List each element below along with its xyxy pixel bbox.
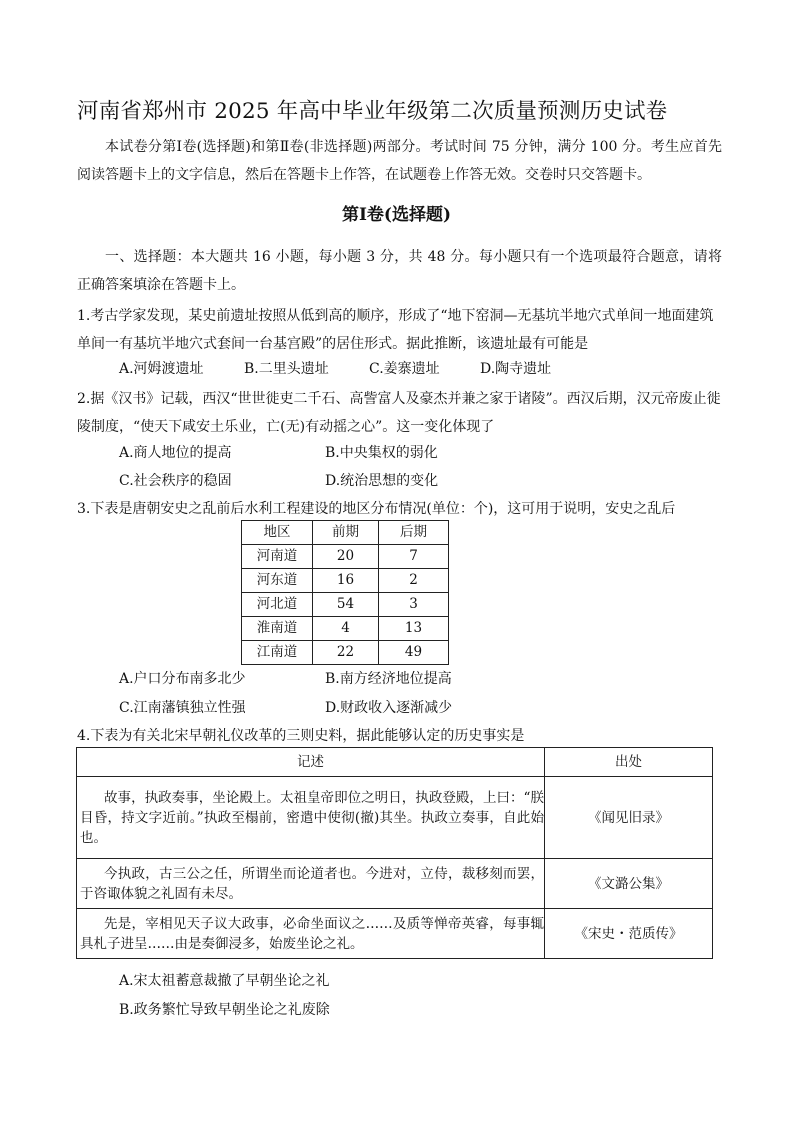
table-header-row [77, 748, 713, 777]
table-header-cell: 出处 [545, 748, 713, 777]
table-header-row [242, 521, 449, 545]
exam-title: 河南省郑州市 2025 年高中毕业年级第二次质量预测历史试卷 [77, 99, 668, 124]
question-3-stem: 3.下表是唐朝安史之乱前后水利工程建设的地区分布情况(单位：个)，这可用于说明，安史之乱后 [77, 501, 676, 517]
question-2-option-a[interactable]: A.商人地位的提高 [119, 445, 232, 461]
question-1-option-c[interactable]: C.姜寨遗址 [369, 361, 440, 377]
table-cell: 淮南道 [242, 617, 313, 641]
table-cell: 河南道 [242, 545, 313, 569]
water-works-table [241, 520, 449, 665]
question-4-option-b[interactable]: B.政务繁忙导致早朝坐论之礼废除 [119, 1002, 330, 1018]
table-cell: 54 [313, 593, 379, 617]
question-1-option-d[interactable]: D.陶寺遗址 [480, 361, 552, 377]
question-1-option-b[interactable]: B.二里头遗址 [244, 361, 329, 377]
table-cell: 江南道 [242, 641, 313, 665]
table-row [77, 859, 713, 909]
table-row [77, 909, 713, 959]
table-row [242, 545, 449, 569]
table-cell: 4 [313, 617, 379, 641]
table-header-cell: 前期 [313, 521, 379, 545]
table-cell: 河北道 [242, 593, 313, 617]
table-cell: 20 [313, 545, 379, 569]
table-cell: 《宋史・范质传》 [545, 909, 713, 959]
question-1-stem: 1.考古学家发现，某史前遗址按照从低到高的顺序，形成了“地下窑洞—无基坑半地穴式单间一地面建筑单间一有基坑半地穴式套间一台基宫殿”的居住形式。据此推断，该遗址最有可能是 [77, 308, 714, 352]
question-4-stem: 4.下表为有关北宋早朝礼仪改革的三则史料，据此能够认定的历史事实是 [77, 728, 525, 744]
song-court-ritual-table [76, 747, 713, 959]
question-1-option-a[interactable]: A.河姆渡遗址 [119, 361, 204, 377]
exam-intro: 本试卷分第Ⅰ卷(选择题)和第Ⅱ卷(非选择题)两部分。考试时间 75 分钟，满分 100 分。考生应首先阅读答题卡上的文字信息，然后在答题卡上作答，在试题卷上作答无效。交卷时只交答题卡。 [77, 139, 722, 183]
question-3-option-a[interactable]: A.户口分布南多北少 [119, 671, 246, 687]
table-cell: 13 [379, 617, 449, 641]
question-2-option-d[interactable]: D.统治思想的变化 [325, 473, 439, 489]
section-title: 第Ⅰ卷(选择题) [341, 205, 452, 225]
table-row [242, 641, 449, 665]
table-header-cell: 后期 [379, 521, 449, 545]
question-2-option-b[interactable]: B.中央集权的弱化 [325, 445, 438, 461]
table-row [77, 777, 713, 859]
table-cell: 故事，执政奏事，坐论殿上。太祖皇帝即位之明日，执政登殿，上曰：“朕目昏，持文字近前。”执政至榻前，密遣中使彻(撤)其坐。执政立奏事，自此始也。 [77, 777, 545, 859]
table-row [242, 569, 449, 593]
table-row [242, 593, 449, 617]
table-cell: 16 [313, 569, 379, 593]
table-cell: 先是，宰相见天子议大政事，必命坐面议之……及质等惮帝英睿，每事辄具札子进呈……由是奏御浸多，始废坐论之礼。 [77, 909, 545, 959]
table-cell: 22 [313, 641, 379, 665]
table-cell: 49 [379, 641, 449, 665]
table-cell: 2 [379, 569, 449, 593]
table-cell: 《闻见旧录》 [545, 777, 713, 859]
table-header-cell: 地区 [242, 521, 313, 545]
question-3-option-c[interactable]: C.江南藩镇独立性强 [119, 700, 246, 716]
question-2-option-c[interactable]: C.社会秩序的稳固 [119, 473, 232, 489]
table-cell: 河东道 [242, 569, 313, 593]
table-cell: 今执政，古三公之任，所谓坐而论道者也。今进对，立侍，裁移刻而罢，于咨诹体貌之礼固有未尽。 [77, 859, 545, 909]
question-4-option-a[interactable]: A.宋太祖蓄意裁撤了早朝坐论之礼 [119, 973, 330, 989]
question-3-option-d[interactable]: D.财政收入逐渐减少 [325, 700, 453, 716]
question-3-option-b[interactable]: B.南方经济地位提高 [325, 671, 452, 687]
table-cell: 3 [379, 593, 449, 617]
table-header-cell: 记述 [77, 748, 545, 777]
table-cell: 《文潞公集》 [545, 859, 713, 909]
table-cell: 7 [379, 545, 449, 569]
table-row [242, 617, 449, 641]
section-instructions: 一、选择题：本大题共 16 小题，每小题 3 分，共 48 分。每小题只有一个选项最符合题意，请将正确答案填涂在答题卡上。 [77, 249, 722, 293]
question-2-stem: 2.据《汉书》记载，西汉“世世徙吏二千石、高訾富人及豪杰并兼之家于诸陵”。西汉后期，汉元帝废止徙陵制度，“使天下咸安土乐业，亡(无)有动摇之心”。这一变化体现了 [77, 391, 721, 435]
